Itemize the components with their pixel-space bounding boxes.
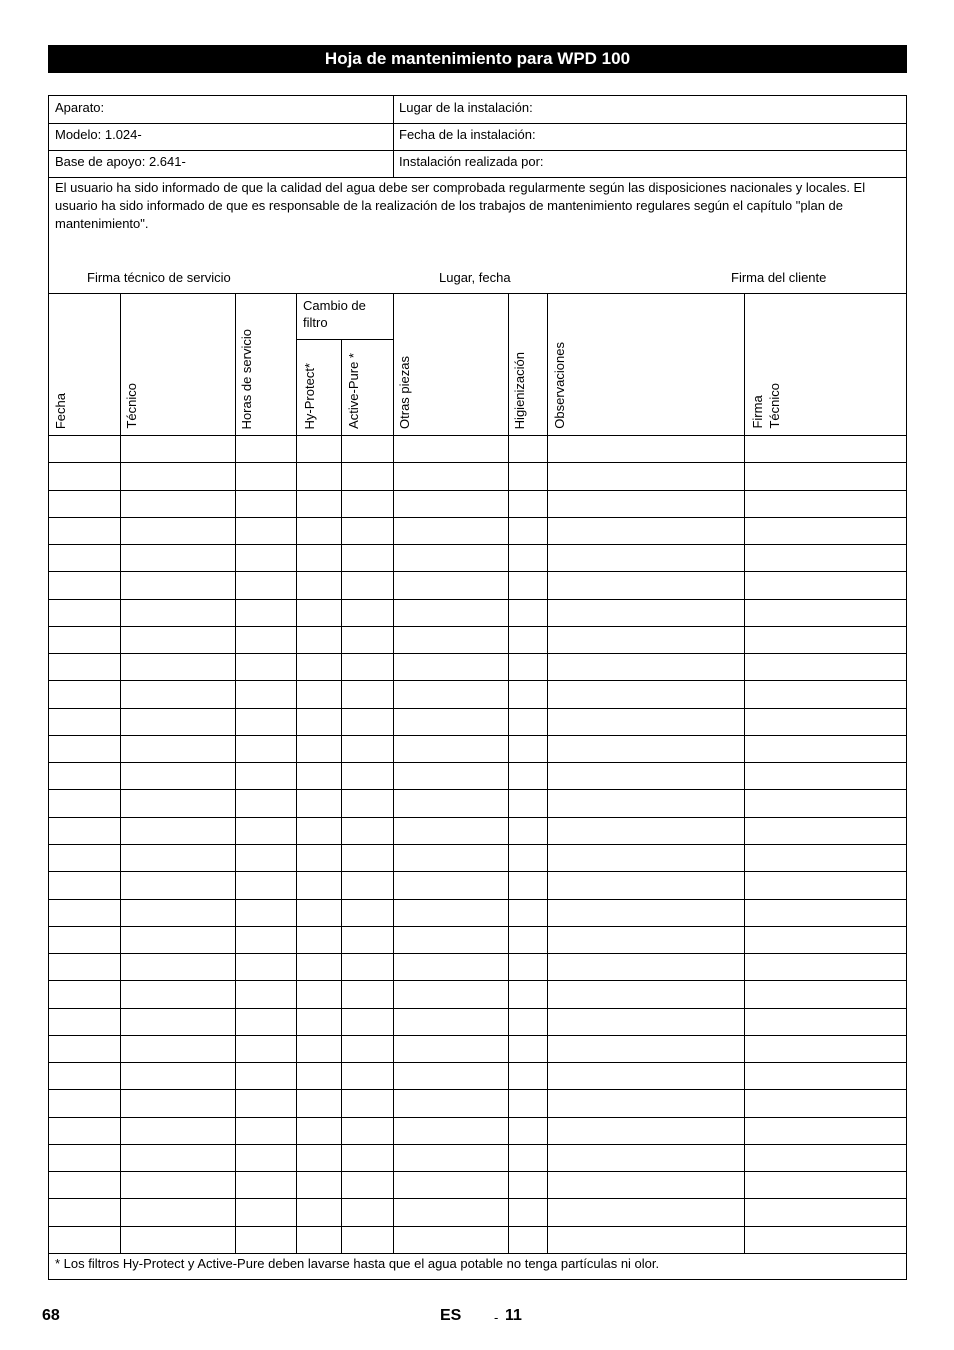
table-row-divider (49, 490, 906, 491)
column-header-fecha (49, 293, 120, 435)
section-page-number: 11 (505, 1307, 522, 1324)
table-row-divider (49, 817, 906, 818)
column-divider (341, 339, 342, 1253)
table-row-divider (49, 1089, 906, 1090)
field-aparato: Aparato: (55, 100, 105, 115)
column-label: Active-Pure * (346, 353, 361, 429)
divider (49, 177, 906, 178)
table-row-divider (49, 599, 906, 600)
table-row-divider (49, 1253, 906, 1254)
column-divider (508, 293, 509, 1253)
page-title: Hoja de mantenimiento para WPD 100 (48, 45, 907, 73)
column-label: Horas de servicio (239, 328, 254, 429)
table-row-divider (49, 1008, 906, 1009)
table-row-divider (49, 1171, 906, 1172)
footer-dash: - (494, 1310, 499, 1325)
table-row-divider (49, 1035, 906, 1036)
table-row-divider (49, 844, 906, 845)
table-row-divider (49, 544, 906, 545)
field-instalacion-realizada: Instalación realizada por: (399, 154, 544, 169)
table-row-divider (49, 899, 906, 900)
column-label: Higienización (512, 351, 527, 429)
field-modelo: Modelo: 1.024- (55, 127, 142, 142)
column-header-tecnico (121, 293, 235, 435)
table-row-divider (49, 1198, 906, 1199)
column-header-otras-piezas (394, 293, 508, 435)
field-fecha-instalacion: Fecha de la instalación: (399, 127, 536, 142)
column-header-active-pure (342, 340, 393, 435)
column-header-observaciones (548, 293, 744, 435)
column-header-firma-tecnico (745, 293, 906, 435)
table-row-divider (49, 735, 906, 736)
table-row-divider (49, 953, 906, 954)
column-divider (296, 293, 297, 1253)
column-header-hy-protect (297, 340, 341, 435)
signature-technician-label: Firma técnico de servicio (87, 270, 231, 285)
column-divider (744, 293, 745, 1253)
column-divider (120, 293, 121, 1253)
column-divider (547, 293, 548, 1253)
table-row-divider (49, 1062, 906, 1063)
table-row-divider (49, 708, 906, 709)
column-label: Firma Técnico (750, 383, 782, 429)
column-divider (235, 293, 236, 1253)
table-row-divider (49, 980, 906, 981)
maintenance-sheet (48, 95, 907, 1280)
language-code: ES (440, 1307, 462, 1324)
table-row-divider (49, 1117, 906, 1118)
table-row-divider (49, 762, 906, 763)
user-notice: El usuario ha sido informado de que la calidad del agua debe ser comprobada regularmente según las disposiciones nacionales y locales. El usuario ha sido informado de que es responsable de la realización de los trabajos de mantenimiento regulares según el capítulo "plan de mantenimiento". (55, 180, 866, 231)
table-row-divider (49, 517, 906, 518)
page-number: 68 (42, 1307, 60, 1324)
table-row-divider (49, 1226, 906, 1227)
signature-customer-label: Firma del cliente (731, 270, 827, 285)
table-row-divider (49, 653, 906, 654)
table-row-divider (49, 435, 906, 436)
table-row-divider (49, 926, 906, 927)
table-row-divider (49, 1144, 906, 1145)
table-row-divider (49, 680, 906, 681)
signature-place-date-label: Lugar, fecha (439, 270, 511, 285)
column-header-horas-servicio (236, 293, 296, 435)
divider (49, 150, 906, 151)
divider (49, 123, 906, 124)
table-row-divider (49, 626, 906, 627)
column-label: Otras piezas (397, 356, 412, 429)
divider (393, 96, 394, 177)
table-row-divider (49, 571, 906, 572)
column-header-cambio-filtro: Cambio de filtro (303, 298, 366, 330)
column-label: Fecha (53, 392, 68, 429)
column-label: Observaciones (552, 342, 567, 429)
table-row-divider (49, 871, 906, 872)
column-divider (393, 293, 394, 1253)
footnote: * Los filtros Hy-Protect y Active-Pure deben lavarse hasta que el agua potable no tenga partículas ni olor. (55, 1256, 660, 1271)
column-label: Hy-Protect* (302, 362, 317, 429)
table-row-divider (49, 789, 906, 790)
table-row-divider (49, 462, 906, 463)
column-header-higienizacion (509, 293, 547, 435)
column-label: Técnico (124, 383, 139, 429)
field-base-apoyo: Base de apoyo: 2.641- (55, 154, 186, 169)
field-lugar-instalacion: Lugar de la instalación: (399, 100, 533, 115)
